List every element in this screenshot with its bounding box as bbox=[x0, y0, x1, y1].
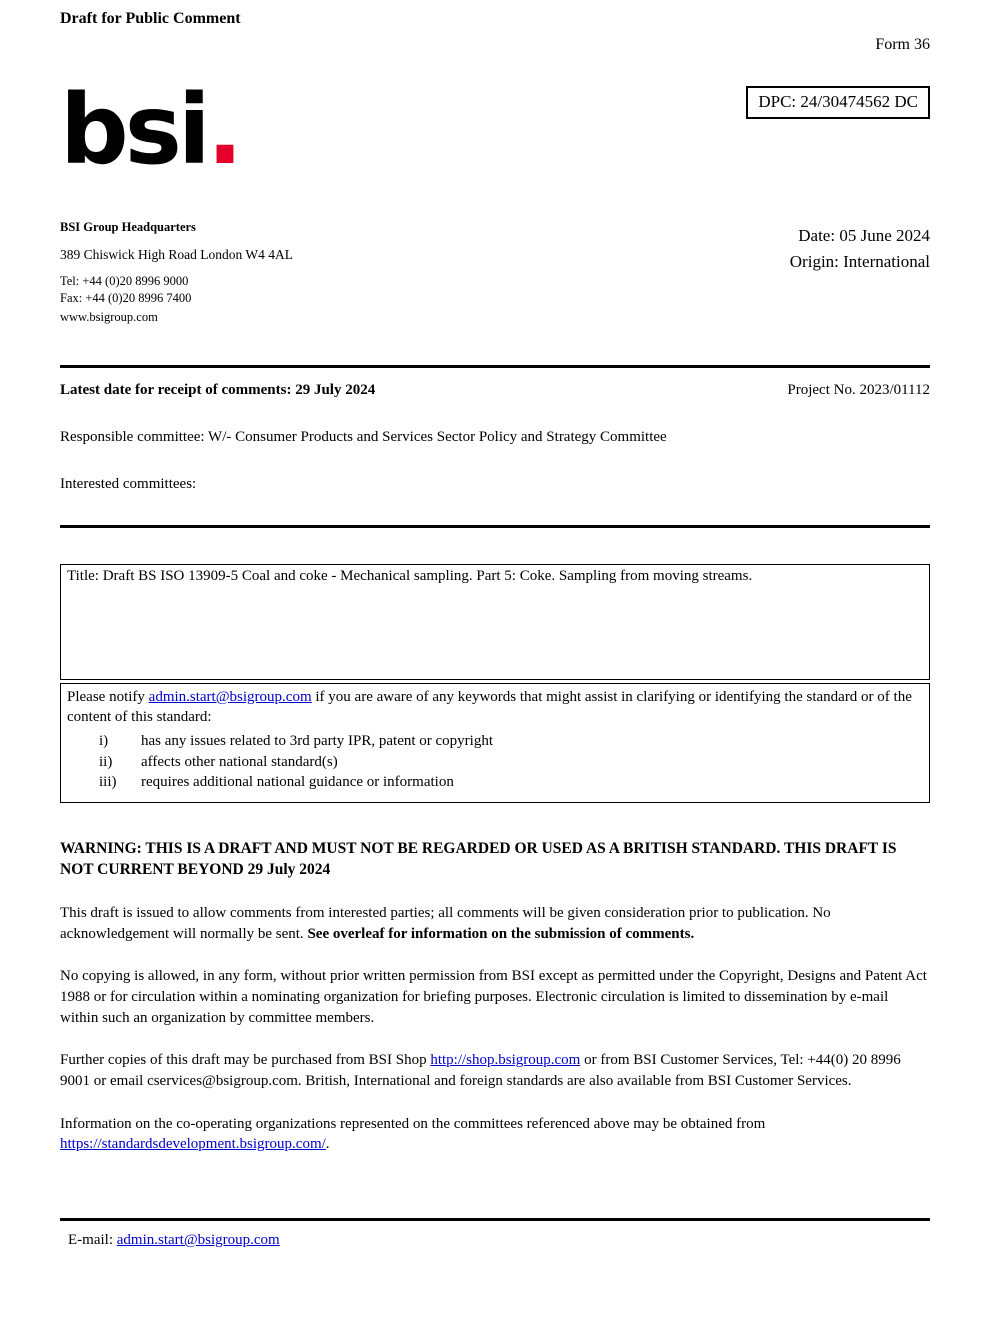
draft-for-public-comment-label: Draft for Public Comment bbox=[60, 10, 241, 27]
form-number-label: Form 36 bbox=[875, 36, 930, 53]
warning-paragraph: WARNING: THIS IS A DRAFT AND MUST NOT BE REGARDED OR USED AS A BRITISH STANDARD. THIS DRAFT IS NOT CURRENT BEYOND 29 July 2024 bbox=[60, 840, 897, 878]
list-item bbox=[99, 772, 923, 792]
list-item-text: affects other national standard(s) bbox=[141, 753, 338, 770]
paragraph-text: . bbox=[325, 1136, 330, 1153]
notify-box bbox=[60, 683, 930, 803]
notify-email-link[interactable]: admin.start@bsigroup.com bbox=[148, 688, 312, 705]
list-item-text: has any issues related to 3rd party IPR, patent or copyright bbox=[141, 733, 494, 750]
address-title: BSI Group Headquarters bbox=[60, 220, 196, 235]
dpc-number-box: DPC: 24/30474562 DC bbox=[746, 86, 930, 119]
list-item bbox=[99, 752, 923, 772]
address-website: www.bsigroup.com bbox=[60, 309, 158, 324]
list-item bbox=[99, 731, 923, 751]
footer-email-link[interactable]: admin.start@bsigroup.com bbox=[116, 1232, 280, 1248]
list-item-text: requires additional national guidance or information bbox=[141, 773, 454, 790]
title-box bbox=[60, 564, 930, 680]
paragraph-text: or from BSI Customer Services, Tel: +44(0) 20 8996 9001 or email cservices@bsigroup.com. British, International and foreign standards are also available from BSI Customer Services. bbox=[60, 1052, 901, 1090]
bsi-logo bbox=[60, 74, 293, 186]
date-origin-block bbox=[790, 223, 930, 274]
list-item-number: i) bbox=[99, 733, 109, 750]
divider-bottom bbox=[60, 1218, 930, 1221]
email-label: E-mail: bbox=[68, 1232, 117, 1248]
list-item-number: iii) bbox=[99, 773, 117, 790]
footer-email-line bbox=[68, 1232, 280, 1249]
title-text: Title: Draft BS ISO 13909-5 Coal and coke - Mechanical sampling. Part 5: Coke. Sampling from moving streams. bbox=[67, 567, 753, 584]
origin-label: Origin: International bbox=[789, 251, 930, 271]
draft-issued-paragraph bbox=[60, 903, 930, 944]
paragraph-text: Further copies of this draft may be purchased from BSI Shop bbox=[60, 1052, 431, 1069]
bsi-shop-link[interactable]: http://shop.bsigroup.com bbox=[430, 1052, 581, 1069]
notify-prefix: Please notify bbox=[67, 688, 149, 705]
divider-top bbox=[60, 365, 930, 368]
interested-committees-line: Interested committees: bbox=[60, 475, 197, 492]
address-street: 389 Chiswick High Road London W4 4AL bbox=[60, 247, 293, 263]
paragraph-text: This draft is issued to allow comments from interested parties; all comments will be given consideration prior to publication. No acknowledgement will normally be sent. bbox=[60, 904, 831, 942]
paragraph-text: Information on the co-operating organizations represented on the committees referenced above may be obtained from bbox=[60, 1115, 766, 1132]
header-section bbox=[60, 74, 930, 325]
no-copying-paragraph: No copying is allowed, in any form, without prior written permission from BSI except as permitted under the Copyright, Designs and Patent Act 1988 or for circulation within a nominating organization for briefing purposes. Electronic circulation is limited to dissemination by e-mail within such an organization by committee members. bbox=[60, 968, 927, 1026]
notify-suffix: if you are aware of any keywords that might assist in clarifying or identifying the standard or of the content of this standard: bbox=[67, 688, 912, 726]
bsi-logo-dot: . bbox=[206, 74, 240, 186]
list-item-number: ii) bbox=[99, 753, 113, 770]
responsible-committee-line: Responsible committee: W/- Consumer Products and Services Sector Policy and Strategy Committee bbox=[60, 428, 667, 445]
further-copies-paragraph bbox=[60, 1050, 930, 1091]
address-block bbox=[60, 220, 293, 325]
cooperating-orgs-paragraph bbox=[60, 1114, 930, 1155]
standards-development-link[interactable]: https://standardsdevelopment.bsigroup.com/ bbox=[60, 1136, 326, 1153]
bsi-logo-text: bsi bbox=[60, 74, 207, 186]
project-number-label: Project No. 2023/01112 bbox=[787, 381, 930, 398]
address-tel: Tel: +44 (0)20 8996 9000 bbox=[60, 274, 189, 289]
right-column bbox=[746, 86, 930, 325]
date-label: Date: 05 June 2024 bbox=[798, 226, 930, 245]
divider-middle bbox=[60, 525, 930, 528]
notify-list bbox=[67, 731, 923, 792]
latest-date-label: Latest date for receipt of comments: 29 July 2024 bbox=[60, 381, 376, 398]
address-fax: Fax: +44 (0)20 8996 7400 bbox=[60, 290, 192, 305]
see-overleaf-text: See overleaf for information on the submission of comments. bbox=[307, 925, 695, 942]
left-column bbox=[60, 74, 293, 325]
comments-meta-row bbox=[60, 382, 930, 399]
